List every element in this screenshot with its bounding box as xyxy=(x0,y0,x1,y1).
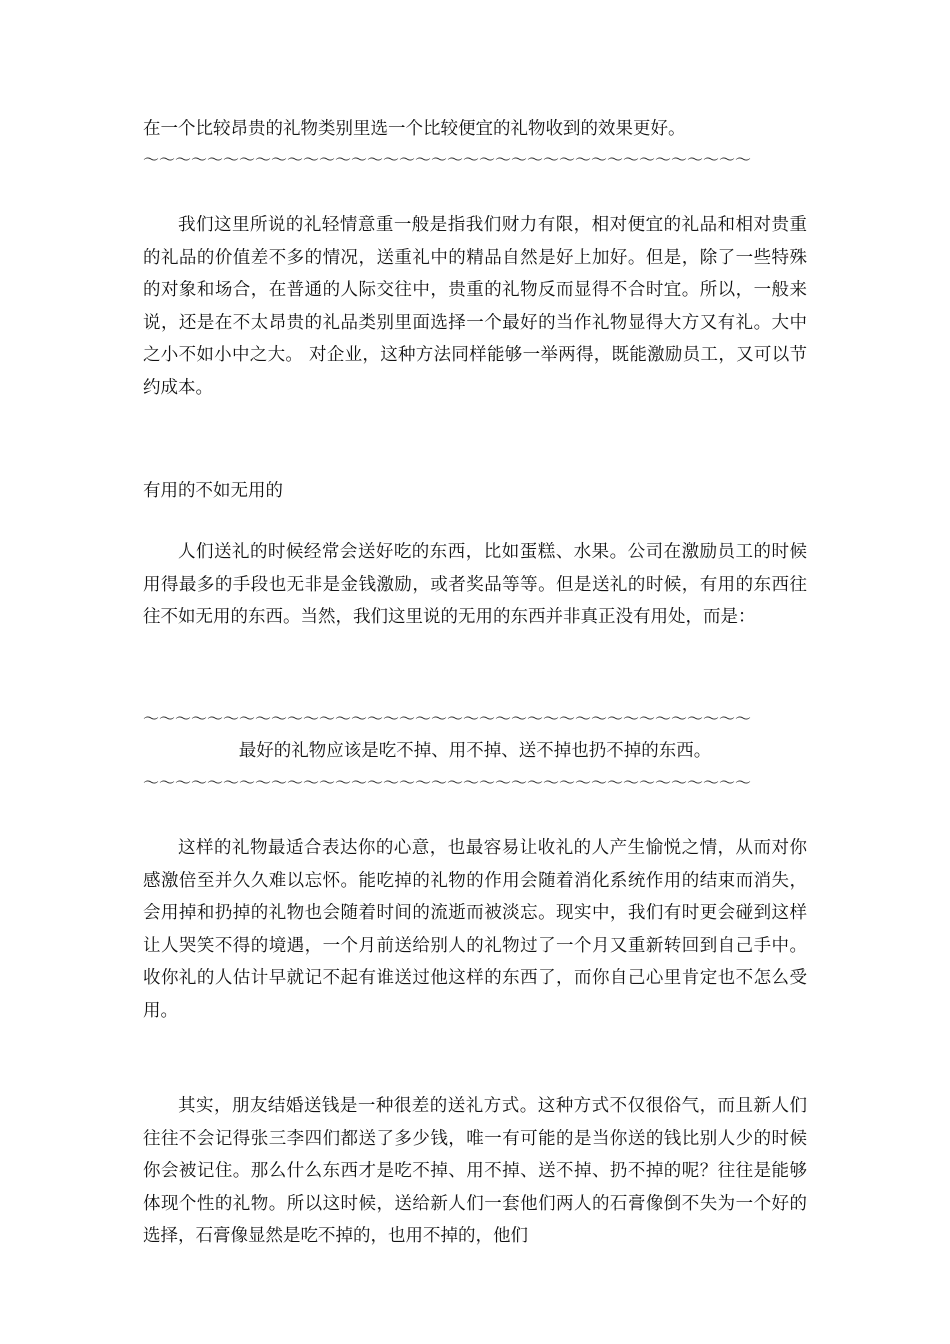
tilde-divider-quote-top: ～～～～～～～～～～～～～～～～～～～～～～～～～～～～～～～～～～～～～～ xyxy=(143,709,752,728)
section-heading: 有用的不如无用的 xyxy=(143,481,283,501)
paragraph-wedding-gift: 其实，朋友结婚送钱是一种很差的送礼方式。这种方式不仅很俗气，而且新人们往往不会记得张三李四们都送了多少钱，唯一有可能的是当你送的钱比别人少的时候你会被记住。那么什么东西才是吃不掉、用不掉、送不掉、扔不掉的呢？往往是能够体现个性的礼物。所以这时候，送给新人们一套他们两人的石膏像倒不失为一个好的选择，石膏像显然是吃不掉的，也用不掉的，他们 xyxy=(143,1096,807,1247)
tilde-divider-top: ～～～～～～～～～～～～～～～～～～～～～～～～～～～～～～～～～～～～～～ xyxy=(143,150,752,169)
tilde-divider-quote-bottom: ～～～～～～～～～～～～～～～～～～～～～～～～～～～～～～～～～～～～～～ xyxy=(143,773,752,792)
highlight-quote: 最好的礼物应该是吃不掉、用不掉、送不掉也扔不掉的东西。 xyxy=(238,741,712,761)
intro-line: 在一个比较昂贵的礼物类别里选一个比较便宜的礼物收到的效果更好。 xyxy=(143,119,686,139)
paragraph-gift-memory: 这样的礼物最适合表达你的心意，也最容易让收礼的人产生愉悦之情，从而对你感激倍至并久久难以忘怀。能吃掉的礼物的作用会随着消化系统作用的结束而消失，会用掉和扔掉的礼物也会随着时间的流逝而被淡忘。现实中，我们有时更会碰到这样让人哭笑不得的境遇，一个月前送给别人的礼物过了一个月又重新转回到自己手中。收你礼的人估计早就记不起有谁送过他这样的东西了，而你自己心里肯定也不怎么受用。 xyxy=(143,838,807,1021)
paragraph-useful-gifts: 人们送礼的时候经常会送好吃的东西，比如蛋糕、水果。公司在激励员工的时候用得最多的手段也无非是金钱激励，或者奖品等等。但是送礼的时候，有用的东西往往不如无用的东西。当然，我们这里说的无用的东西并非真正没有用处，而是： xyxy=(143,542,807,628)
paragraph-gift-value: 我们这里所说的礼轻情意重一般是指我们财力有限，相对便宜的礼品和相对贵重的礼品的价值差不多的情况，送重礼中的精品自然是好上加好。但是，除了一些特殊的对象和场合，在普通的人际交往中，贵重的礼物反而显得不合时宜。所以，一般来说，还是在不太昂贵的礼品类别里面选择一个最好的当作礼物显得大方又有礼。大中之小不如小中之大。 对企业，这种方法同样能够一举两得，既能激励员工，又可以节约成本。 xyxy=(143,215,807,398)
